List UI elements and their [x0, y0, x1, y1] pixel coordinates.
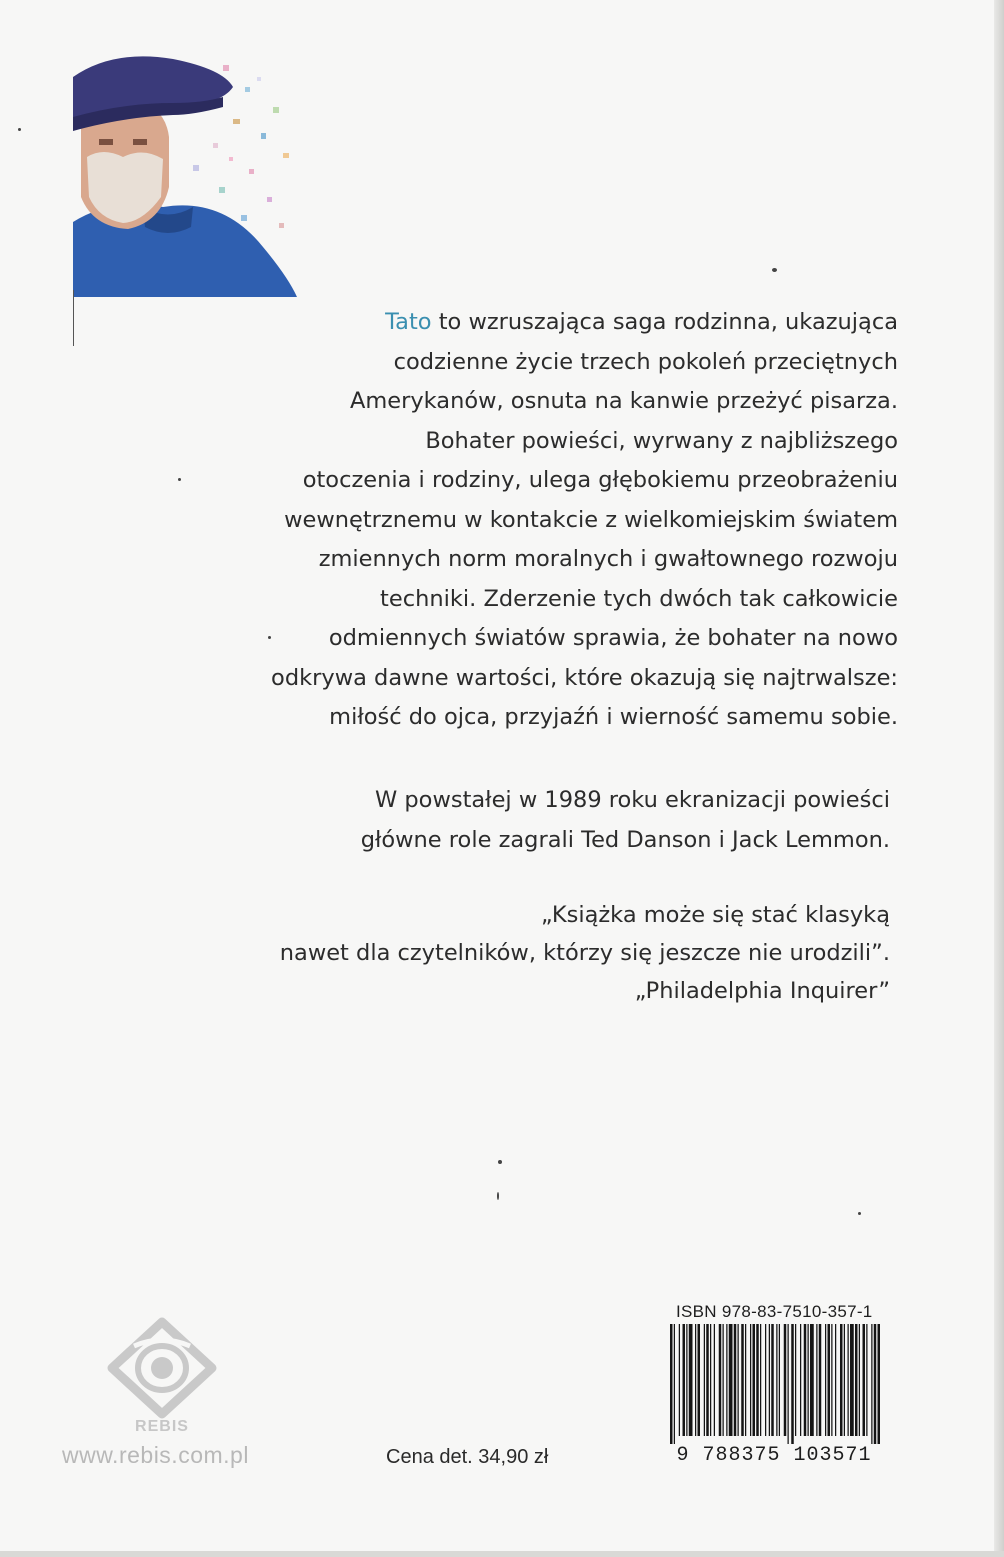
- barcode-bar: [776, 1324, 777, 1436]
- barcode-bar: [866, 1324, 867, 1436]
- barcode-bar: [726, 1324, 727, 1436]
- scan-speck: [772, 268, 777, 272]
- barcode-bar: [804, 1324, 807, 1436]
- barcode-bar: [771, 1324, 774, 1436]
- publisher-logo-text: REBIS: [135, 1418, 189, 1435]
- barcode-bar: [808, 1324, 809, 1436]
- barcode-bar: [828, 1324, 831, 1436]
- barcode-bar: [788, 1324, 789, 1444]
- quote-line: „Książka może się stać klasyką: [541, 902, 890, 928]
- scan-speck: [498, 1160, 502, 1164]
- scan-speck: [18, 128, 21, 131]
- author-photo: [73, 47, 297, 297]
- barcode-bar: [683, 1324, 686, 1436]
- photo-rule: [73, 290, 74, 346]
- blurb-line: zmiennych norm moralnych i gwałtownego rozwoju: [318, 546, 898, 572]
- barcode-bar: [689, 1324, 693, 1436]
- barcode-bar: [723, 1324, 724, 1436]
- blurb-line: odmiennych światów sprawia, że bohater na nowo: [328, 625, 898, 651]
- barcode-bar: [791, 1324, 794, 1444]
- barcode-bar: [871, 1324, 872, 1444]
- barcode-bar: [734, 1324, 737, 1436]
- barcode-bar: [779, 1324, 780, 1436]
- barcode-bar: [750, 1324, 751, 1436]
- barcode-bar: [825, 1324, 826, 1436]
- blurb-line: techniki. Zderzenie tych dwóch tak całkowicie: [380, 585, 898, 612]
- barcode-bar: [695, 1324, 696, 1436]
- barcode-bar: [698, 1324, 701, 1436]
- barcode-bar: [874, 1324, 877, 1444]
- barcode-bar: [719, 1324, 722, 1436]
- blurb-line: odkrywa dawne wartości, które okazują się najtrwalsze:: [271, 664, 898, 691]
- blurb-line-1: Tato to wzruszająca saga rodzinna, ukazująca: [385, 309, 898, 335]
- film-line: W powstałej w 1989 roku ekranizacji powieści: [375, 787, 890, 813]
- barcode-bar: [756, 1324, 759, 1436]
- isbn-label: ISBN 978-83-7510-357-1: [676, 1302, 873, 1321]
- publisher-website: www.rebis.com.pl: [62, 1442, 249, 1468]
- blurb-line: wewnętrznemu w kontakcie z wielkomiejskim światem: [284, 506, 898, 533]
- barcode-bar: [729, 1324, 733, 1436]
- barcode-bar: [848, 1324, 849, 1436]
- barcode-bar: [831, 1324, 832, 1436]
- blurb-line: miłość do ojca, przyjaźń i wierność samemu sobie.: [329, 704, 898, 730]
- barcode-bar: [706, 1324, 709, 1436]
- barcode-bar: [670, 1324, 673, 1444]
- barcode-bar: [878, 1324, 881, 1444]
- barcode-bar: [784, 1324, 787, 1436]
- book-title-word: Tato: [385, 309, 432, 335]
- rebis-logo-icon: [104, 1316, 220, 1422]
- barcode-bar: [816, 1324, 817, 1436]
- scan-speck: [497, 1192, 499, 1200]
- film-note: [210, 781, 890, 860]
- barcode-bar: [844, 1324, 845, 1436]
- barcode-bar: [714, 1324, 715, 1436]
- barcode-bar: [753, 1324, 756, 1436]
- barcode-bar: [810, 1324, 814, 1436]
- barcode-bar: [769, 1324, 770, 1436]
- barcode-bar: [738, 1324, 739, 1436]
- page-edge-right: [994, 0, 1004, 1557]
- scan-speck: [858, 1212, 861, 1215]
- barcode: [668, 1324, 880, 1444]
- blurb-line: Bohater powieści, wyrwany z najbliższego: [425, 427, 898, 454]
- barcode-digits: 9 788375 103571: [676, 1444, 872, 1467]
- scan-speck: [268, 636, 271, 639]
- blurb-line: codzienne życie trzech pokoleń przeciętnych: [393, 348, 898, 375]
- scan-speck: [178, 478, 181, 481]
- page-edge-bottom: [0, 1551, 1004, 1557]
- barcode-bar: [679, 1324, 680, 1436]
- barcode-bar: [800, 1324, 801, 1436]
- barcode-bar: [745, 1324, 746, 1436]
- blurb-line: Amerykanów, osnuta na kanwie przeżyć pisarza.: [349, 388, 898, 414]
- barcode-bar: [710, 1324, 711, 1436]
- quote-source: „Philadelphia Inquirer”: [634, 978, 890, 1004]
- barcode-bar: [855, 1324, 858, 1436]
- barcode-bar: [819, 1324, 822, 1436]
- blurb: [210, 303, 898, 738]
- barcode-bar: [686, 1324, 687, 1436]
- barcode-bar: [741, 1324, 744, 1436]
- barcode-bar: [765, 1324, 766, 1436]
- barcode-bar: [704, 1324, 705, 1436]
- barcode-bar: [760, 1324, 761, 1436]
- review-quote: [150, 896, 890, 1010]
- film-line: główne role zagrali Ted Danson i Jack Lemmon.: [360, 826, 890, 853]
- blurb-line: otoczenia i rodziny, ulega głębokiemu przeobrażeniu: [302, 467, 898, 493]
- price-label: Cena det. 34,90 zł: [386, 1446, 549, 1468]
- barcode-bar: [850, 1324, 854, 1436]
- barcode-bar: [674, 1324, 675, 1444]
- quote-line: nawet dla czytelników, którzy się jeszcze nie urodzili”.: [279, 940, 890, 966]
- barcode-bar: [863, 1324, 866, 1436]
- barcode-bar: [835, 1324, 836, 1436]
- barcode-bar: [795, 1324, 796, 1436]
- barcode-bar: [840, 1324, 843, 1436]
- barcode-bar: [859, 1324, 860, 1436]
